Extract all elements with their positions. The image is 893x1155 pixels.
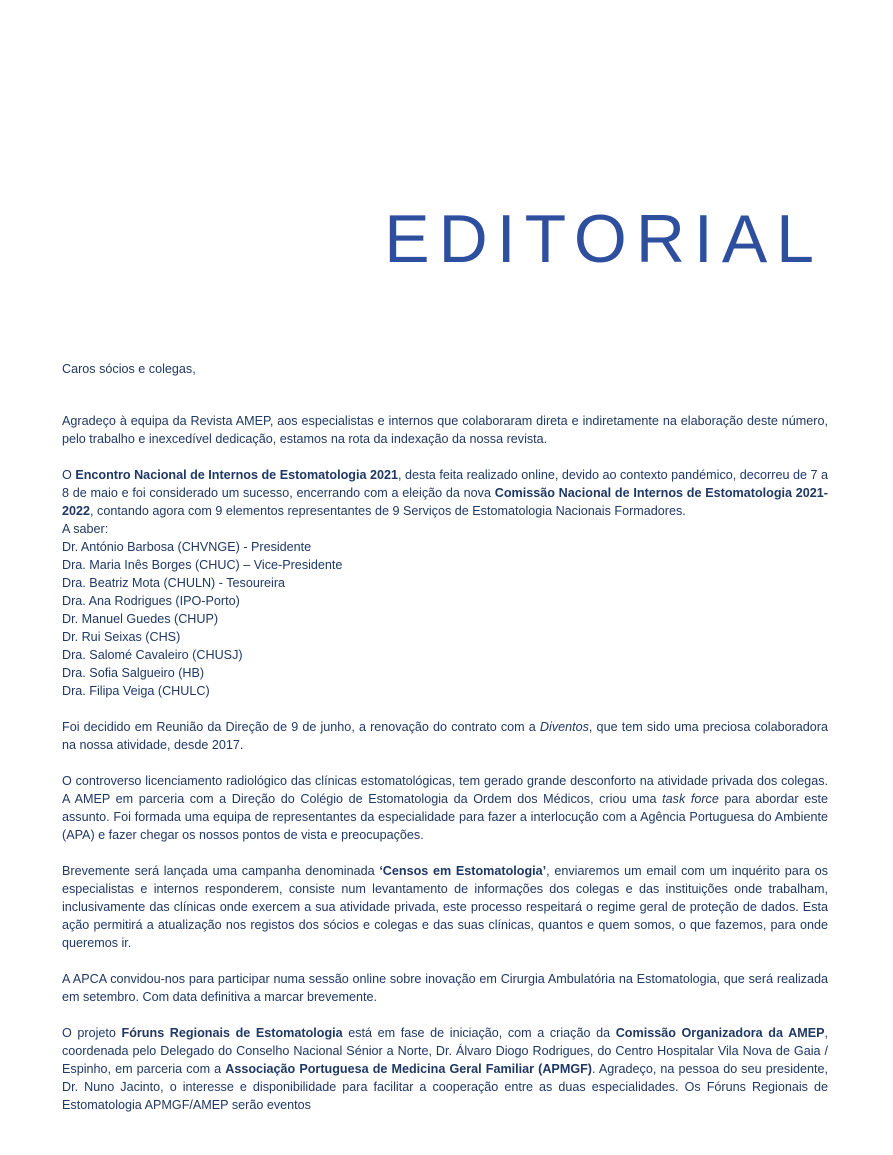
- list-item: Dr. Rui Seixas (CHS): [62, 630, 181, 644]
- bold-comissao-organizadora: Comissão Organizadora da AMEP: [615, 1026, 825, 1040]
- list-item: Dra. Beatriz Mota (CHULN) - Tesoureira: [62, 576, 286, 590]
- italic-task-force: task force: [662, 792, 719, 806]
- list-item: Dr. Manuel Guedes (CHUP): [62, 612, 219, 626]
- bold-comissao: Comissão Nacional de Internos de Estomatologia 2021-2022: [62, 486, 828, 518]
- paragraph-licenciamento: O controverso licenciamento radiológico das clínicas estomatológicas, tem gerado grande desconforto na atividade privada dos colegas. A AMEP em parceria com a Direção do Colégio de Estomatologia da Ordem dos Médicos, criou uma task force para abordar este assunto. Foi formada uma equipa de representantes da especialidade para fazer a interlocução com a Agência Portuguesa do Ambiente (APA) e fazer chegar os nossos pontos de vista e preocupações.: [62, 774, 829, 842]
- members-intro: A saber:: [62, 522, 109, 536]
- list-item: Dra. Salomé Cavaleiro (CHUSJ): [62, 648, 243, 662]
- paragraph-censos: Brevemente será lançada uma campanha denominada ‘Censos em Estomatologia’, enviaremos um email com um inquérito para os especialistas e internos responderem, consiste num levantamento de informações dos colegas e das instituições onde trabalham, inclusivamente das clínicas onde exercem a sua atividade privada, este processo respeitará o regime geral de proteção de dados. Esta ação permitirá a atualização nos registos dos sócios e colegas e das suas clínicas, quantos e quem somos, o que fazemos, para onde queremos ir.: [62, 864, 829, 950]
- paragraph-diventos: Foi decidido em Reunião da Direção de 9 de junho, a renovação do contrato com a Diventos, que tem sido uma preciosa colaboradora na nossa atividade, desde 2017.: [62, 720, 828, 752]
- italic-diventos: Diventos: [539, 720, 589, 734]
- list-item: Dra. Maria Inês Borges (CHUC) – Vice-Presidente: [62, 558, 343, 572]
- bold-censos: ‘Censos em Estomatologia’: [379, 864, 547, 878]
- page-title: EDITORIAL: [384, 201, 823, 277]
- bold-foruns: Fóruns Regionais de Estomatologia: [121, 1026, 343, 1040]
- bold-apmgf: Associação Portuguesa de Medicina Geral Familiar (APMGF): [225, 1062, 593, 1076]
- paragraph-thanks: Agradeço à equipa da Revista AMEP, aos especialistas e internos que colaboraram direta e indiretamente na elaboração deste número, pelo trabalho e inexcedível dedicação, estamos na rota da indexação da nossa revista.: [62, 414, 828, 446]
- paragraph-encontro: O Encontro Nacional de Internos de Estomatologia 2021, desta feita realizado online, devido ao contexto pandémico, decorreu de 7 a 8 de maio e foi considerado um sucesso, encerrando com a eleição da nova Comissão Nacional de Internos de Estomatologia 2021-2022, contando agora com 9 elementos representantes de 9 Serviços de Estomatologia Nacionais Formadores.: [62, 468, 829, 518]
- members-list: [62, 538, 828, 700]
- editorial-body: [62, 360, 828, 1114]
- greeting: Caros sócios e colegas,: [62, 362, 196, 376]
- paragraph-apca: A APCA convidou-nos para participar numa sessão online sobre inovação em Cirurgia Ambulatória na Estomatologia, que será realizada em setembro. Com data definitiva a marcar brevemente.: [62, 972, 828, 1004]
- list-item: Dr. António Barbosa (CHVNGE) - Presidente: [62, 540, 312, 554]
- bold-encontro: Encontro Nacional de Internos de Estomatologia 2021: [75, 468, 398, 482]
- list-item: Dra. Sofia Salgueiro (HB): [62, 666, 205, 680]
- list-item: Dra. Filipa Veiga (CHULC): [62, 684, 210, 698]
- list-item: Dra. Ana Rodrigues (IPO-Porto): [62, 594, 240, 608]
- paragraph-foruns: O projeto Fóruns Regionais de Estomatologia está em fase de iniciação, com a criação da Comissão Organizadora da AMEP, coordenada pelo Delegado do Conselho Nacional Sénior a Norte, Dr. Álvaro Diogo Rodrigues, do Centro Hospitalar Vila Nova de Gaia / Espinho, em parceria com a Associação Portuguesa de Medicina Geral Familiar (APMGF). Agradeço, na pessoa do seu presidente, Dr. Nuno Jacinto, o interesse e disponibilidade para facilitar a cooperação entre as duas especialidades. Os Fóruns Regionais de Estomatologia APMGF/AMEP serão eventos: [62, 1026, 828, 1112]
